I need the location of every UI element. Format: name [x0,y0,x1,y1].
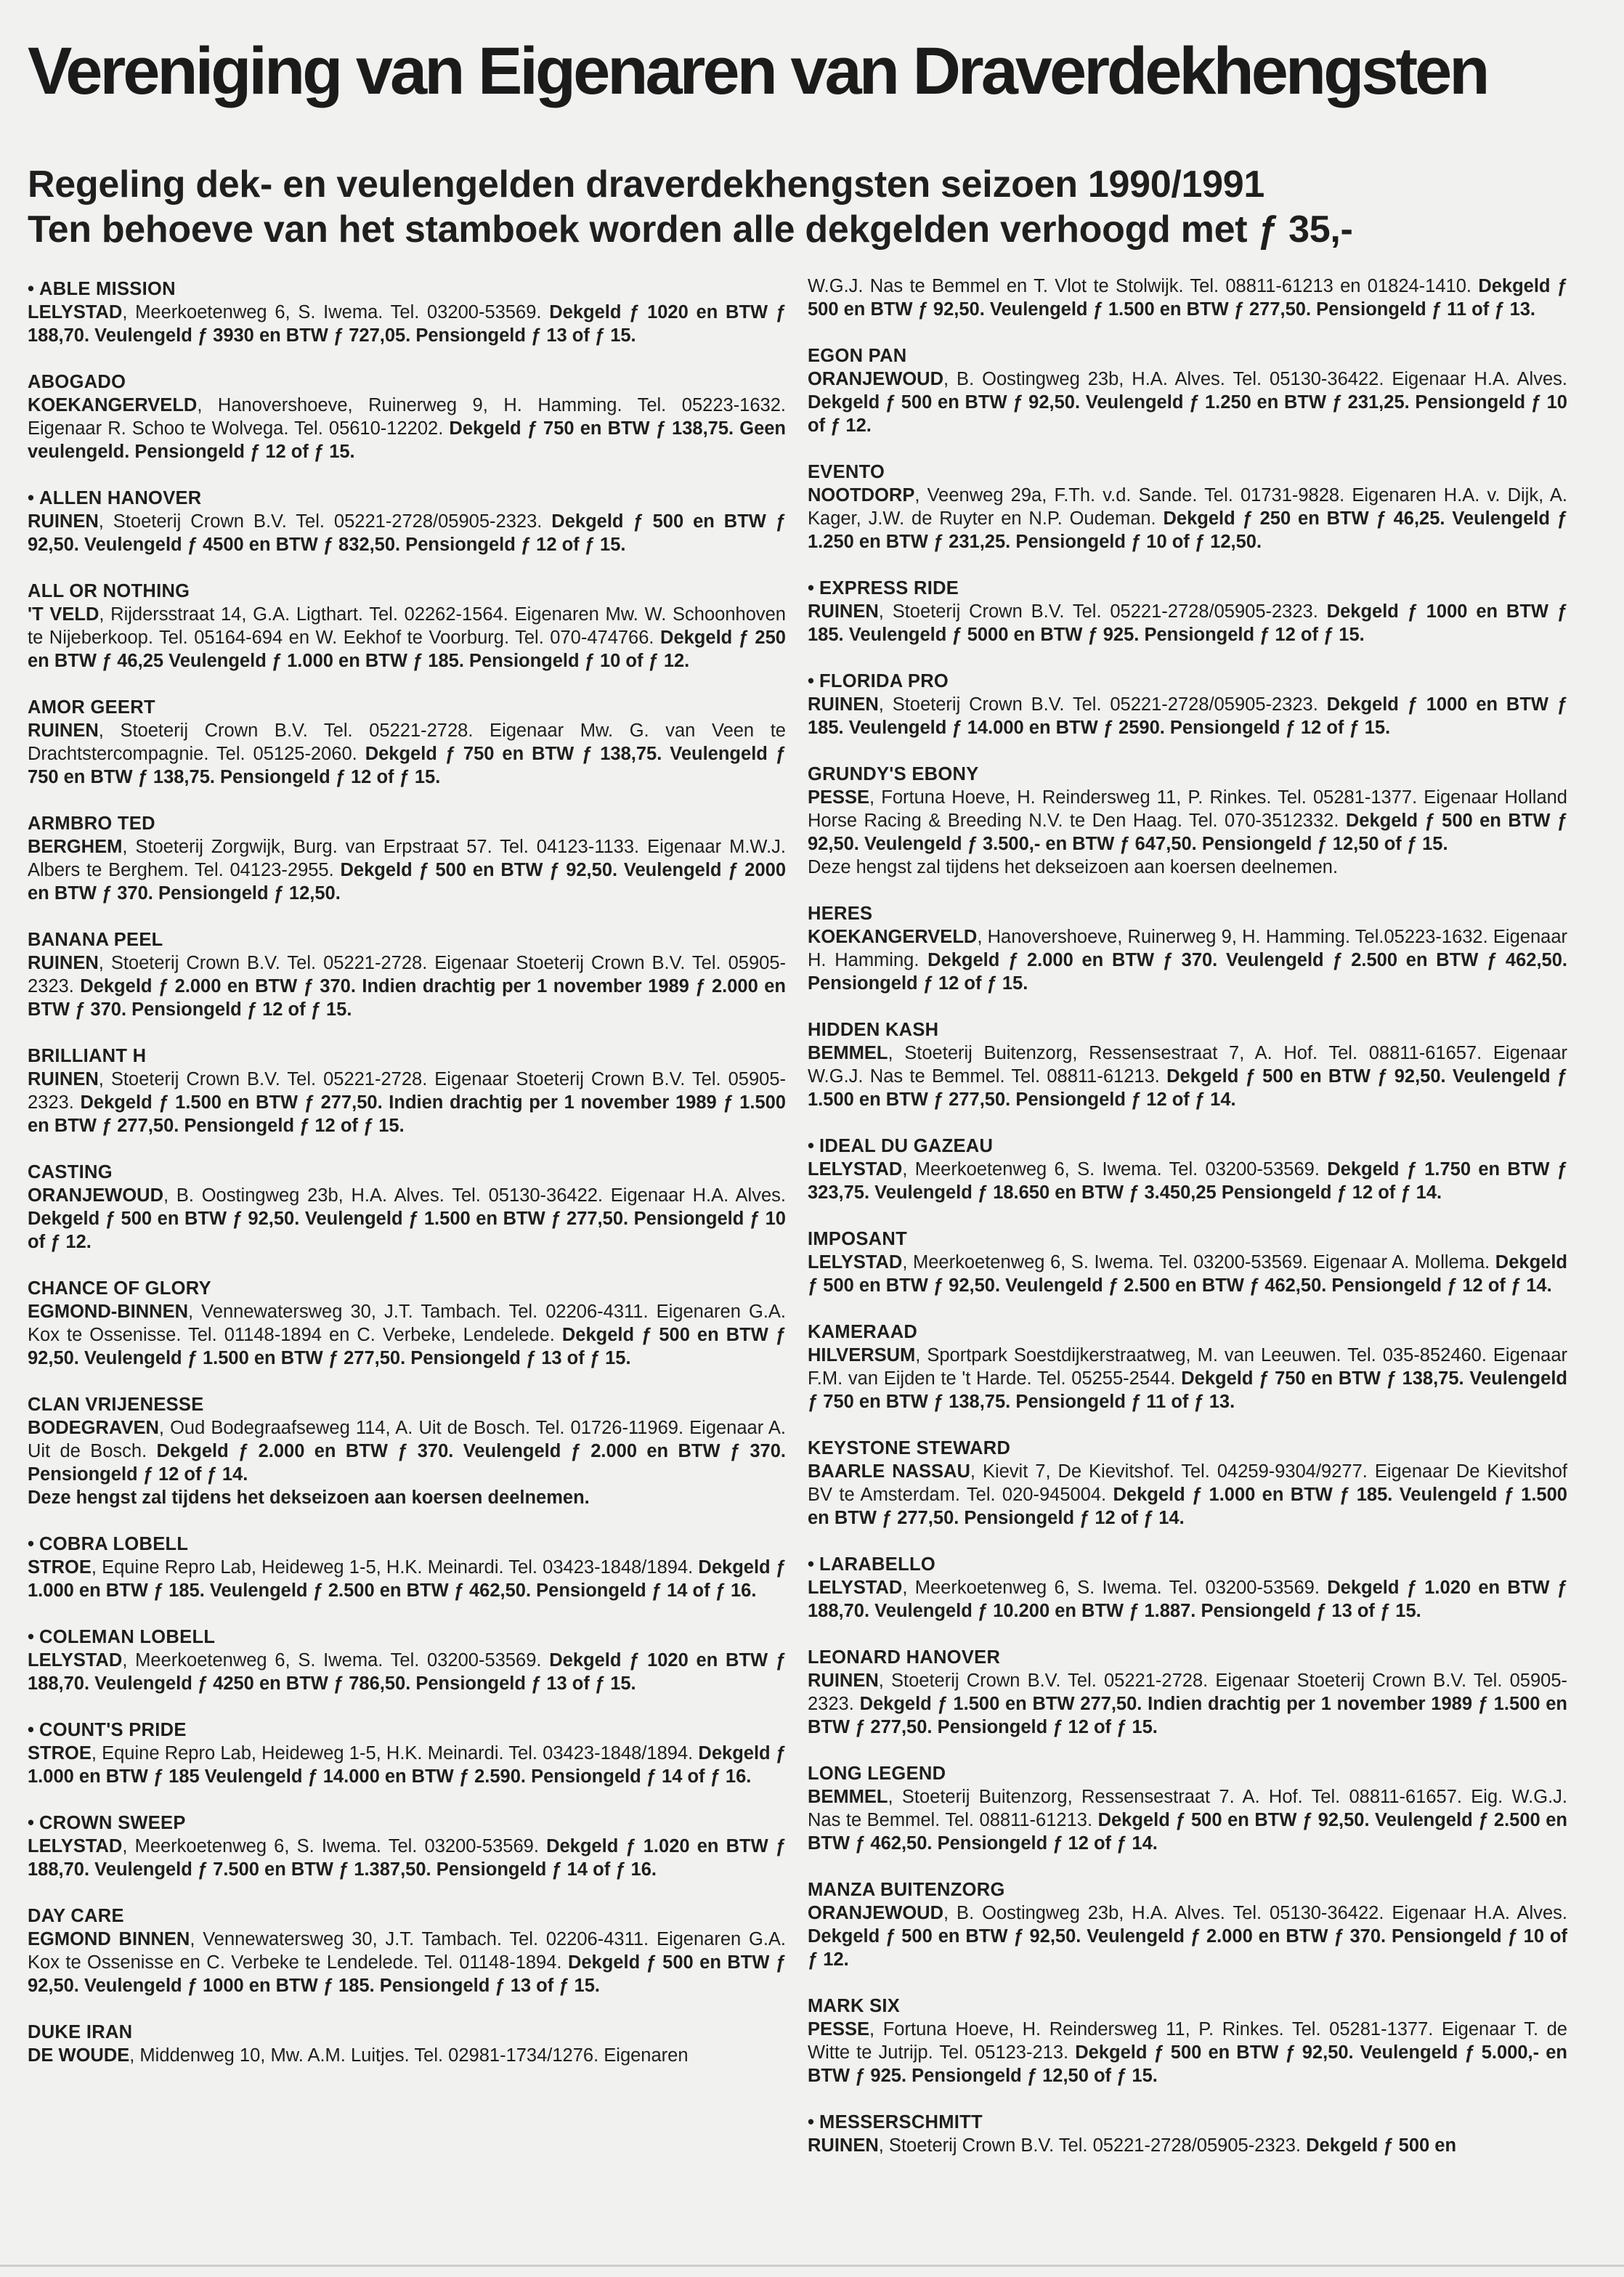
stallion-name: EVENTO [808,462,885,482]
stallion-name-line [808,2111,1567,2134]
stallion-name-line [808,577,1567,600]
fee-schedule: Dekgeld ƒ 500 en BTW ƒ 92,50. Veulengeld ƒ 1.500 en BTW ƒ 277,50. Pensiongeld ƒ 11 of ƒ 13. [808,276,1567,320]
stud-location: PESSE [808,2019,870,2039]
stallion-details [28,510,786,556]
contact-details: , Stoeterij Crown B.V. Tel. 05221-2728/05905-2323. [98,511,543,532]
stud-location: EGMOND-BINNEN [28,1302,188,1322]
stallion-name: EGON PAN [808,346,907,366]
stallion-details [808,1158,1567,1204]
contact-details: , Kievit 7, De Kievitshof. Tel. 04259-9304/9277. Eigenaar De Kievitshof BV te Amsterdam. Tel. 020-945004. [808,1461,1567,1505]
stallion-details [808,1460,1567,1530]
stallion-name-line [28,277,786,301]
stallion-details [808,275,1567,321]
stud-location: LELYSTAD [808,1159,903,1180]
stallion-name-line [808,1762,1567,1785]
stallion-name-line [808,1646,1567,1669]
stallion-name: LARABELLO [819,1554,935,1575]
fee-schedule: Dekgeld ƒ 500 en BTW ƒ 92,50. Veulengeld ƒ 2.000 en BTW ƒ 370. Pensiongeld ƒ 10 of ƒ 12. [808,1926,1567,1970]
stallion-details [808,484,1567,553]
racing-note: Deze hengst zal tijdens het dekseizoen aan koersen deelnemen. [28,1487,590,1508]
stud-location: RUINEN [808,694,879,715]
stallion-name: IDEAL DU GAZEAU [819,1136,994,1156]
fee-schedule: Dekgeld ƒ 500 en [1306,2135,1457,2156]
stallion-name-line [808,1227,1567,1251]
stud-location: RUINEN [28,1069,99,1089]
stallion-name-line [808,1553,1567,1576]
bullet-icon: • [28,1813,34,1833]
stallion-name-line [808,344,1567,368]
stud-location: ORANJEWOUD [28,1185,164,1206]
fee-schedule: Dekgeld ƒ 1.750 en BTW ƒ 323,75. Veulengeld ƒ 18.650 en BTW ƒ 3.450,25 Pensiongeld ƒ 12 of ƒ 14. [808,1159,1567,1203]
racing-note: Deze hengst zal tijdens het dekseizoen aan koersen deelnemen. [808,857,1339,877]
stallion-entry [808,1646,1567,1739]
contact-details: , Meerkoetenweg 6, S. Iwema. Tel. 03200-53569. Eigenaar A. Mollema. [902,1252,1490,1273]
stud-location: KOEKANGERVELD [808,927,978,947]
stud-location: PESSE [808,787,870,808]
fee-schedule: Dekgeld ƒ 1.000 en BTW ƒ 185. Veulengeld ƒ 2.500 en BTW ƒ 462,50. Pensiongeld ƒ 14 of ƒ 16. [28,1557,786,1601]
stud-location: LELYSTAD [808,1578,903,1598]
stallion-entry [808,1227,1567,1297]
stallion-name: CLAN VRIJENESSE [28,1395,204,1415]
stallion-entry [808,902,1567,995]
stallion-name-line [28,1393,786,1416]
stud-location: BEMMEL [808,1787,888,1807]
stallion-name: KAMERAAD [808,1322,918,1342]
stallion-entry [808,1878,1567,1971]
stallion-details [808,600,1567,646]
stallion-entry [28,1811,786,1881]
stallion-name-line [808,902,1567,925]
stallion-name-line [28,812,786,835]
contact-details: , Hanovershoeve, Ruinerweg 9, H. Hamming. Tel.05223-1632. Eigenaar H. Hamming. [808,927,1567,970]
stallion-details [808,1785,1567,1855]
stallion-details [28,1835,786,1881]
stallion-name-line [808,1135,1567,1158]
stallion-name-line [808,1994,1567,2018]
fee-schedule: Dekgeld ƒ 500 en BTW ƒ 92,50. Veulengeld ƒ 1.500 en BTW ƒ 277,50. Pensiongeld ƒ 13 of ƒ 15. [28,1325,786,1368]
stallion-details [28,1649,786,1695]
stallion-details [808,1344,1567,1413]
bullet-icon: • [28,279,34,299]
contact-details: , Equine Repro Lab, Heideweg 1-5, H.K. Meinardi. Tel. 03423-1848/1894. [91,1557,694,1578]
fee-schedule: Dekgeld ƒ 750 en BTW ƒ 138,75. Veulengeld ƒ 750 en BTW ƒ 138,75. Pensiongeld ƒ 12 of ƒ 15. [28,744,786,787]
stallion-name: COLEMAN LOBELL [39,1627,216,1647]
fee-schedule: Dekgeld ƒ 2.000 en BTW ƒ 370. Veulengeld ƒ 2.500 en BTW ƒ 462,50. Pensiongeld ƒ 12 of ƒ 15. [808,950,1567,994]
stallion-entry [808,275,1567,321]
stud-location: BEMMEL [808,1043,888,1063]
stallion-name: AMOR GEERT [28,697,155,718]
contact-details: , Rijdersstraat 14, G.A. Ligthart. Tel. 02262-1564. Eigenaren Mw. W. Schoonhoven te Nijeberkoop. Tel. 05164-694 en W. Eekhof te Voorburg. Tel. 070-474766. [28,604,786,648]
stud-location: HILVERSUM [808,1345,916,1365]
stallion-name: IMPOSANT [808,1229,907,1249]
stud-location: RUINEN [808,1671,879,1691]
stud-location: LELYSTAD [28,1650,123,1671]
stallion-name: HIDDEN KASH [808,1020,939,1040]
fee-schedule: Dekgeld ƒ 500 en BTW ƒ 92,50. Veulengeld ƒ 3.500,- en BTW ƒ 647,50. Pensiongeld ƒ 12,50 of ƒ 15. [808,811,1567,854]
stallion-name-line [28,580,786,603]
stallion-details [28,603,786,673]
stallion-details [28,1556,786,1602]
stallion-name-line [808,460,1567,484]
bullet-icon: • [28,1627,34,1647]
contact-details: , Stoeterij Crown B.V. Tel. 05221-2728. Eigenaar Stoeterij Crown B.V. Tel. 05905-2323. [808,1671,1567,1714]
stallion-name: ALLEN HANOVER [39,488,202,508]
stud-location: LELYSTAD [28,1836,123,1856]
fee-schedule: Dekgeld ƒ 1.020 en BTW ƒ 188,70. Veulengeld ƒ 7.500 en BTW ƒ 1.387,50. Pensiongeld ƒ 14 of ƒ 16. [28,1836,786,1880]
stallion-name-line [808,1437,1567,1460]
fee-schedule: Dekgeld ƒ 500 en BTW ƒ 92,50. Veulengeld ƒ 4500 en BTW ƒ 832,50. Pensiongeld ƒ 12 of ƒ 15. [28,511,786,555]
contact-details: , Meerkoetenweg 6, S. Iwema. Tel. 03200-53569. [122,302,542,322]
stallion-details [28,1068,786,1137]
stud-location: BODEGRAVEN [28,1418,159,1438]
stallion-entry [28,1904,786,1997]
stallion-details [808,368,1567,437]
bullet-icon: • [28,1720,34,1740]
stallion-details [28,301,786,347]
page-bottom-edge [0,2265,1624,2267]
stallion-name: DUKE IRAN [28,2022,133,2042]
stallion-details [808,2018,1567,2087]
stallion-name: MARK SIX [808,1996,901,2016]
left-column [28,277,786,2239]
bullet-icon: • [808,671,814,691]
fee-schedule: Dekgeld ƒ 2.000 en BTW ƒ 370. Veulengeld ƒ 2.000 en BTW ƒ 370. Pensiongeld ƒ 12 of ƒ 14. [28,1441,786,1485]
stallion-name-line [28,487,786,510]
stallion-name: CASTING [28,1162,113,1182]
stallion-name: HERES [808,904,873,924]
right-column [808,275,1567,2236]
contact-details: , Middenweg 10, Mw. A.M. Luitjes. Tel. 02981-1734/1276. Eigenaren [129,2045,689,2066]
stallion-name: EXPRESS RIDE [819,578,959,598]
fee-schedule: Dekgeld ƒ 1.020 en BTW ƒ 188,70. Veulengeld ƒ 10.200 en BTW ƒ 1.887. Pensiongeld ƒ 13 of ƒ 15. [808,1578,1567,1621]
contact-details: , Stoeterij Crown B.V. Tel. 05221-2728. Eigenaar Stoeterij Crown B.V. Tel. 05905-2323. [28,953,786,997]
stallion-entry [808,1018,1567,1111]
stallion-name-line [808,1320,1567,1344]
fee-schedule: Dekgeld ƒ 1.000 en BTW ƒ 185. Veulengeld ƒ 1.500 en BTW ƒ 277,50. Pensiongeld ƒ 12 of ƒ 14. [808,1485,1567,1528]
fee-schedule: Dekgeld ƒ 1020 en BTW ƒ 188,70. Veulengeld ƒ 4250 en BTW ƒ 786,50. Pensiongeld ƒ 13 of ƒ 15. [28,1650,786,1694]
stallion-name-line [28,1811,786,1835]
stallion-entry [808,344,1567,437]
stallion-entry [28,370,786,463]
subtitle-regeling: Regeling dek- en veulengelden draverdekhengsten seizoen 1990/1991 [28,163,1264,206]
stallion-details [808,1042,1567,1111]
contact-details: , Stoeterij Crown B.V. Tel. 05221-2728/05905-2323. [878,694,1318,715]
contact-details: W.G.J. Nas te Bemmel en T. Vlot te Stolwijk. Tel. 08811-61213 en 01824-1410. [808,276,1471,296]
stallion-name-line [28,1533,786,1556]
stud-location: NOOTDORP [808,485,915,506]
bullet-icon: • [808,1554,814,1575]
fee-schedule: Dekgeld ƒ 750 en BTW ƒ 138,75. Geen veulengeld. Pensiongeld ƒ 12 of ƒ 15. [28,418,786,462]
stallion-name: MANZA BUITENZORG [808,1880,1005,1900]
stallion-name: GRUNDY'S EBONY [808,764,979,784]
fee-schedule: Dekgeld ƒ 1000 en BTW ƒ 185. Veulengeld ƒ 5000 en BTW ƒ 925. Pensiongeld ƒ 12 of ƒ 15. [808,601,1567,645]
stud-location: LELYSTAD [28,302,123,322]
stallion-name-line [808,1018,1567,1042]
stallion-name-line [28,1277,786,1300]
stallion-name-line [28,696,786,719]
stud-location: RUINEN [808,2135,879,2156]
fee-schedule: Dekgeld ƒ 250 en BTW ƒ 46,25 Veulengeld ƒ 1.000 en BTW ƒ 185. Pensiongeld ƒ 10 of ƒ 12. [28,628,786,671]
stallion-entry [808,1437,1567,1530]
stallion-name-line [28,370,786,394]
stallion-details [28,1928,786,1997]
stallion-details [808,786,1567,856]
stallion-name-line [28,928,786,951]
stallion-details [28,394,786,463]
stallion-entry [28,696,786,789]
contact-details: , Stoeterij Crown B.V. Tel. 05221-2728/05905-2323. [878,2135,1301,2156]
contact-details: , Stoeterij Buitenzorg, Ressensestraat 7. A. Hof. Tel. 08811-61657. Eig. W.G.J. Nas te Bemmel. Tel. 08811-61213. [808,1787,1567,1830]
stallion-details [28,1416,786,1486]
contact-details: , Meerkoetenweg 6, S. Iwema. Tel. 03200-53569. [902,1578,1320,1598]
fee-schedule: Dekgeld ƒ 1.500 en BTW ƒ 277,50. Indien drachtig per 1 november 1989 ƒ 1.500 en BTW ƒ 277,50. Pensiongeld ƒ 12 of ƒ 15. [28,1092,786,1136]
stallion-entry [28,1161,786,1254]
stallion-entry [808,763,1567,879]
bullet-icon: • [808,578,814,598]
stallion-name: BANANA PEEL [28,930,163,950]
contact-details: , Equine Repro Lab, Heideweg 1-5, H.K. Meinardi. Tel. 03423-1848/1894. [91,1743,694,1763]
fee-schedule: Dekgeld ƒ 500 en BTW ƒ 92,50. Veulengeld ƒ 1.500 en BTW ƒ 277,50. Pensiongeld ƒ 10 of ƒ 12. [28,1209,786,1252]
stallion-name: COUNT'S PRIDE [39,1720,187,1740]
stallion-name: CHANCE OF GLORY [28,1278,211,1299]
fee-schedule: Dekgeld ƒ 500 en BTW ƒ 92,50. Veulengeld ƒ 1000 en BTW ƒ 185. Pensiongeld ƒ 13 of ƒ 15. [28,1952,786,1996]
contact-details: , Stoeterij Zorgwijk, Burg. van Erpstraat 57. Tel. 04123-1133. Eigenaar M.W.J. Albers te Berghem. Tel. 04123-2955. [28,837,786,880]
stud-location: RUINEN [28,721,99,741]
stallion-details [808,1576,1567,1623]
page-title: Vereniging van Eigenaren van Draverdekhengsten [28,34,1487,108]
contact-details: , Stoeterij Crown B.V. Tel. 05221-2728. Eigenaar Stoeterij Crown B.V. Tel. 05905-2323. [28,1069,786,1113]
subtitle-stamboek: Ten behoeve van het stamboek worden alle dekgelden verhoogd met ƒ 35,- [28,208,1353,251]
stallion-entry [808,577,1567,646]
stallion-name: ARMBRO TED [28,813,155,834]
stallion-entry [28,1277,786,1370]
stallion-details [28,719,786,789]
contact-details: , Fortuna Hoeve, H. Reindersweg 11, P. Rinkes. Tel. 05281-1377. Eigenaar Holland Horse Racing & Breeding N.V. te Den Haag. Tel. 070-3512332. [808,787,1567,831]
stud-location: ORANJEWOUD [808,369,944,389]
stud-location: RUINEN [28,511,99,532]
stud-location: BERGHEM [28,837,123,857]
stallion-name-line [28,1904,786,1928]
bullet-icon: • [28,488,34,508]
stallion-details [28,2044,786,2067]
fee-schedule: Dekgeld ƒ 500 en BTW ƒ 92,50. Veulengeld ƒ 1.250 en BTW ƒ 231,25. Pensiongeld ƒ 10 of ƒ 12. [808,392,1567,436]
contact-details: , Stoeterij Crown B.V. Tel. 05221-2728/05905-2323. [878,601,1318,622]
contact-details: , Stoeterij Crown B.V. Tel. 05221-2728. Eigenaar Mw. G. van Veen te Drachtstercompagnie. Tel. 05125-2060. [28,721,786,764]
bullet-icon: • [808,2112,814,2132]
stud-location: 'T VELD [28,604,100,625]
stud-location: RUINEN [28,953,99,973]
stallion-name: ALL OR NOTHING [28,581,190,601]
stud-location: ORANJEWOUD [808,1903,944,1923]
stallion-details [808,1901,1567,1971]
stallion-entry [808,1762,1567,1855]
stallion-details [808,2134,1567,2157]
stud-location: BAARLE NASSAU [808,1461,970,1482]
contact-details: , Stoeterij Buitenzorg, Ressensestraat 7, A. Hof. Tel. 08811-61657. Eigenaar W.G.J. Nas te Bemmel. Tel. 08811-61213. [808,1043,1567,1087]
stallion-name-line [808,763,1567,786]
stud-location: KOEKANGERVELD [28,395,198,415]
stallion-entry [28,1393,786,1509]
stud-location: STROE [28,1743,92,1763]
stallion-entry [808,1320,1567,1413]
fee-schedule: Dekgeld ƒ 500 en BTW ƒ 92,50. Veulengeld ƒ 2.500 en BTW ƒ 462,50. Pensiongeld ƒ 12 of ƒ 14. [808,1252,1567,1296]
fee-schedule: Dekgeld ƒ 500 en BTW ƒ 92,50. Veulengeld ƒ 2.500 en BTW ƒ 462,50. Pensiongeld ƒ 12 of ƒ 14. [808,1810,1567,1854]
stallion-entry [28,580,786,673]
stallion-name: COBRA LOBELL [39,1534,189,1554]
stallion-name-line [28,1625,786,1649]
stallion-name: ABLE MISSION [39,279,176,299]
stud-location: EGMOND BINNEN [28,1929,190,1949]
stallion-name-line [808,670,1567,693]
fee-schedule: Dekgeld ƒ 250 en BTW ƒ 46,25. Veulengeld ƒ 1.250 en BTW ƒ 231,25. Pensiongeld ƒ 10 of ƒ 12,50. [808,508,1567,552]
stallion-entry [808,1553,1567,1623]
stallion-name: DAY CARE [28,1906,124,1926]
stallion-entry [28,1533,786,1602]
contact-details: , Veenweg 29a, F.Th. v.d. Sande. Tel. 01731-9828. Eigenaren H.A. v. Dijk, A. Kager, J.W. de Ruyter en N.P. Oudeman. [808,485,1567,529]
contact-details: , B. Oostingweg 23b, H.A. Alves. Tel. 05130-36422. Eigenaar H.A. Alves. [163,1185,786,1206]
contact-details: , B. Oostingweg 23b, H.A. Alves. Tel. 05130-36422. Eigenaar H.A. Alves. [943,1903,1567,1923]
contact-details: , Sportpark Soestdijkerstraatweg, M. van Leeuwen. Tel. 035-852460. Eigenaar F.M. van Eijden te 't Harde. Tel. 05255-2544. [808,1345,1567,1389]
stallion-entry [28,487,786,556]
fee-schedule: Dekgeld ƒ 750 en BTW ƒ 138,75. Veulengeld ƒ 750 en BTW ƒ 138,75. Pensiongeld ƒ 11 of ƒ 13. [808,1368,1567,1412]
contact-details: , Oud Bodegraafseweg 114, A. Uit de Bosch. Tel. 01726-11969. Eigenaar A. Uit de Bosch. [28,1418,786,1461]
contact-details: , Meerkoetenweg 6, S. Iwema. Tel. 03200-53569. [122,1836,539,1856]
stud-location: DE WOUDE [28,2045,130,2066]
stud-location: LELYSTAD [808,1252,903,1273]
contact-details: , Meerkoetenweg 6, S. Iwema. Tel. 03200-53569. [902,1159,1320,1180]
stallion-details [28,1742,786,1788]
stallion-name: LEONARD HANOVER [808,1647,1001,1668]
stallion-details [28,1300,786,1370]
fee-schedule: Dekgeld ƒ 2.000 en BTW ƒ 370. Indien drachtig per 1 november 1989 ƒ 2.000 en BTW ƒ 370. Pensiongeld ƒ 12 of ƒ 15. [28,976,786,1020]
contact-details: , B. Oostingweg 23b, H.A. Alves. Tel. 05130-36422. Eigenaar H.A. Alves. [943,369,1567,389]
stallion-entry [28,2021,786,2067]
stallion-entry [28,1044,786,1137]
contact-details: , Vennewatersweg 30, J.T. Tambach. Tel. 02206-4311. Eigenaren G.A. Kox te Ossenisse en C. Verbeke te Lendelede. Tel. 01148-1894. [28,1929,786,1973]
stallion-name-line [28,2021,786,2044]
stallion-name-line [28,1044,786,1068]
stallion-name: CROWN SWEEP [39,1813,186,1833]
fee-schedule: Dekgeld ƒ 1000 en BTW ƒ 185. Veulengeld ƒ 14.000 en BTW ƒ 2590. Pensiongeld ƒ 12 of ƒ 15. [808,694,1567,738]
fee-schedule: Dekgeld ƒ 1.000 en BTW ƒ 185 Veulengeld ƒ 14.000 en BTW ƒ 2.590. Pensiongeld ƒ 14 of ƒ 16. [28,1743,786,1787]
stallion-details [808,1251,1567,1297]
contact-details: , Vennewatersweg 30, J.T. Tambach. Tel. 02206-4311. Eigenaren G.A. Kox te Ossenisse. Tel. 01148-1894 en C. Verbeke, Lendelede. [28,1302,786,1345]
stallion-entry [808,1135,1567,1204]
stallion-name: FLORIDA PRO [819,671,949,691]
stallion-entry [28,1718,786,1788]
stallion-name: BRILLIANT H [28,1046,147,1066]
stallion-details [28,951,786,1021]
stud-location: RUINEN [808,601,879,622]
stallion-name: MESSERSCHMITT [819,2112,983,2132]
stallion-entry [28,277,786,347]
bullet-icon: • [808,1136,814,1156]
fee-schedule: Dekgeld ƒ 500 en BTW ƒ 92,50. Veulengeld ƒ 5.000,- en BTW ƒ 925. Pensiongeld ƒ 12,50 of ƒ 15. [808,2042,1567,2086]
contact-details: , Meerkoetenweg 6, S. Iwema. Tel. 03200-53569. [122,1650,542,1671]
contact-details: , Fortuna Hoeve, H. Reindersweg 11, P. Rinkes. Tel. 05281-1377. Eigenaar T. de Witte te Jutrijp. Tel. 05123-213. [808,2019,1567,2063]
stallion-entry [28,1625,786,1695]
stallion-name-line [28,1718,786,1742]
stallion-entry [808,670,1567,739]
stallion-details [808,925,1567,995]
contact-details: , Hanovershoeve, Ruinerweg 9, H. Hamming. Tel. 05223-1632. Eigenaar R. Schoo te Wolvega. Tel. 05610-12202. [28,395,786,439]
stallion-entry [28,812,786,905]
stallion-entry [28,928,786,1021]
fee-schedule: Dekgeld ƒ 1020 en BTW ƒ 188,70. Veulengeld ƒ 3930 en BTW ƒ 727,05. Pensiongeld ƒ 13 of ƒ 15. [28,302,786,346]
stallion-entry [808,2111,1567,2157]
stallion-details [808,693,1567,739]
stallion-details [28,1184,786,1254]
stallion-details [28,835,786,905]
stallion-name: ABOGADO [28,372,126,392]
stallion-details [808,1669,1567,1739]
stallion-entry [808,1994,1567,2087]
stallion-name-line [808,1878,1567,1901]
stud-location: STROE [28,1557,92,1578]
bullet-icon: • [28,1534,34,1554]
fee-schedule: Dekgeld ƒ 500 en BTW ƒ 92,50. Veulengeld ƒ 1.500 en BTW ƒ 277,50. Pensiongeld ƒ 12 of ƒ 14. [808,1066,1567,1110]
stallion-name: KEYSTONE STEWARD [808,1438,1011,1458]
fee-schedule: Dekgeld ƒ 500 en BTW ƒ 92,50. Veulengeld ƒ 2000 en BTW ƒ 370. Pensiongeld ƒ 12,50. [28,860,786,904]
stallion-entry [808,460,1567,553]
fee-schedule: Dekgeld ƒ 1.500 en BTW 277,50. Indien drachtig per 1 november 1989 ƒ 1.500 en BTW ƒ 277,50. Pensiongeld ƒ 12 of ƒ 15. [808,1694,1567,1737]
stallion-name-line [28,1161,786,1184]
stallion-name: LONG LEGEND [808,1763,946,1784]
